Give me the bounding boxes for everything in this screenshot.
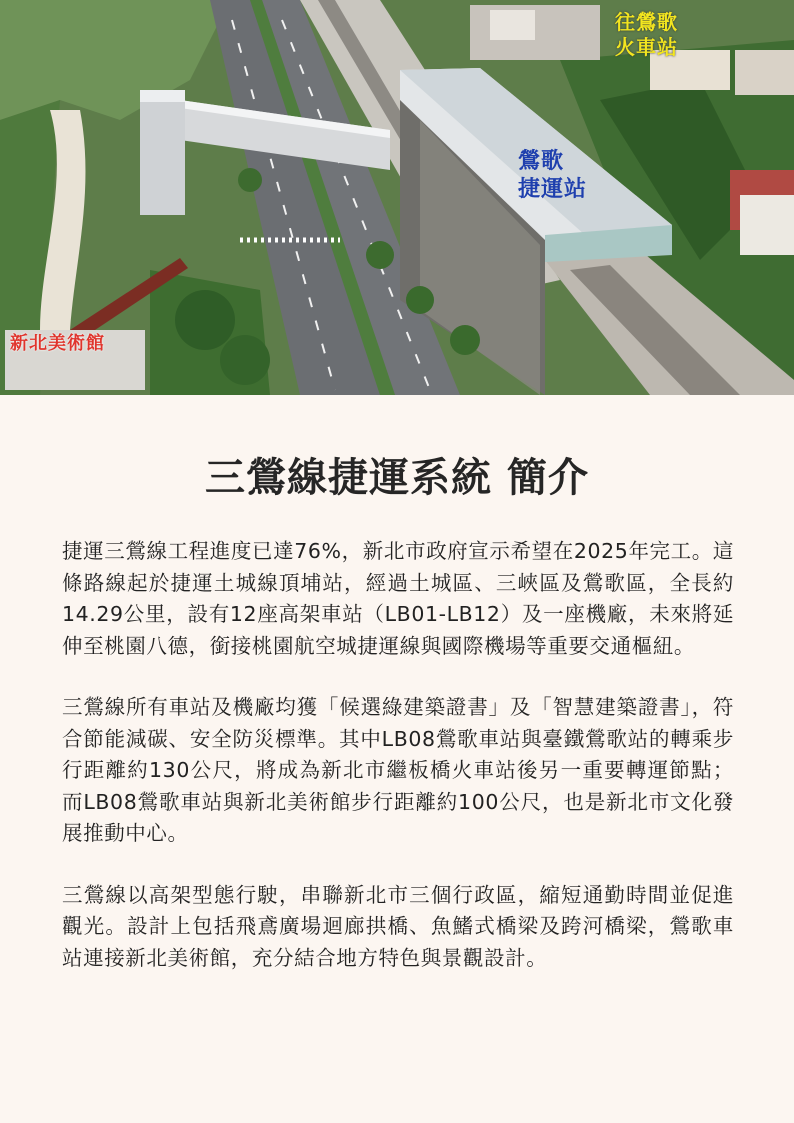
train-station-label-line-2: 火車站 [615, 35, 678, 59]
paragraph-design: 三鶯線以高架型態行駛，串聯新北市三個行政區，縮短通勤時間並促進觀光。設計上包括飛鳶廣場迴廊拱橋、魚鰭式橋梁及跨河橋梁，鶯歌車站連接新北美術館，充分結合地方特色與景觀設計。 [62, 882, 734, 970]
aerial-photo [0, 0, 794, 395]
paragraph-certification: 三鶯線所有車站及機廠均獲「候選綠建築證書」及「智慧建築證書」，符合節能減碳、安全防災標準。其中LB08鶯歌車站與臺鐵鶯歌站的轉乘步行距離約130公尺，將成為新北市繼板橋火車站後另一重要轉運節點；而LB08鶯歌車站與新北美術館步行距離約100公尺，也是新北市文化發展推動中心。 [62, 695, 734, 845]
article-body [62, 536, 734, 1004]
paragraph-progress: 捷運三鶯線工程進度已達76%，新北市政府宣示希望在2025年完工。這條路線起於捷運土城線頂埔站，經過土城區、三峽區及鶯歌區，全長約14.29公里，設有12座高架車站（LB01-LB12）及一座機廠，未來將延伸至桃園八德，銜接桃園航空城捷運線與國際機場等重要交通樞紐。 [62, 539, 734, 658]
train-station-label [615, 10, 678, 60]
station-label [518, 148, 587, 203]
museum-label: 新北美術館 [10, 333, 105, 354]
train-station-label-line-1: 往鶯歌 [615, 10, 678, 34]
page-title: 三鶯線捷運系統 簡介 [205, 455, 589, 501]
station-label-line-2: 捷運站 [518, 176, 588, 202]
station-label-line-1: 鶯歌 [518, 149, 565, 174]
